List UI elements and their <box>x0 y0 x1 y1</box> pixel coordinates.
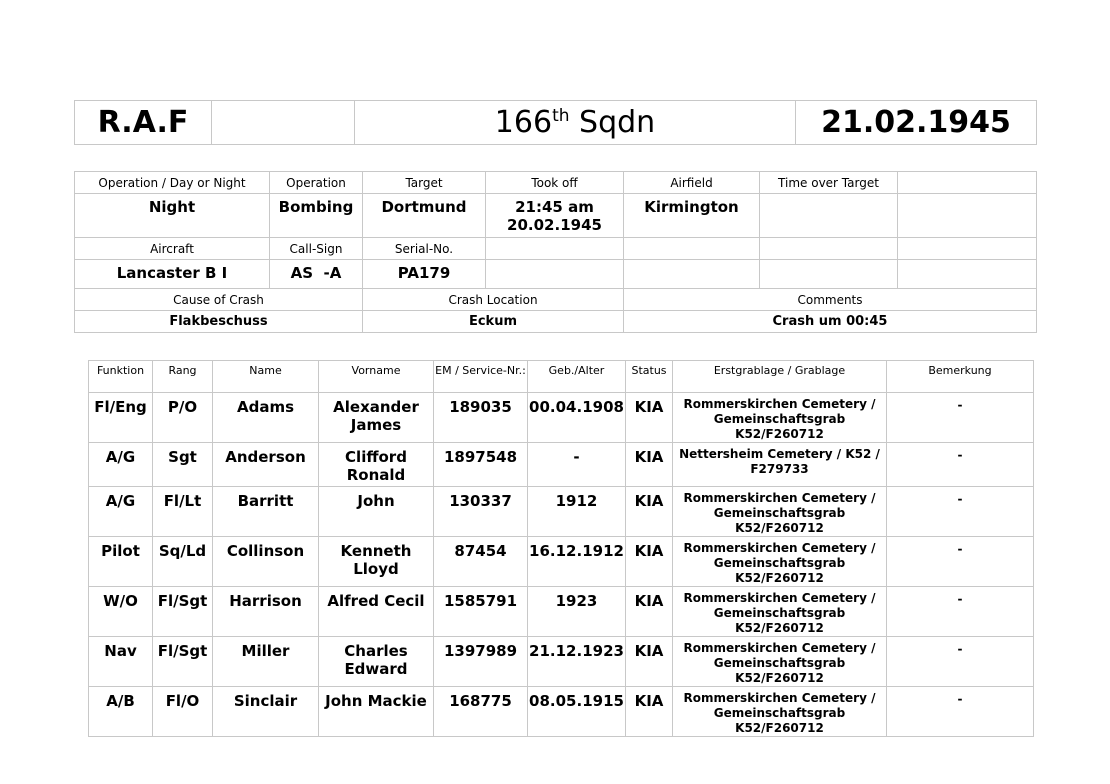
crew-bemerkung: - <box>887 587 1034 637</box>
crew-bemerkung: - <box>887 393 1034 443</box>
crew-rang: Sq/Ld <box>153 537 213 587</box>
crew-status: KIA <box>626 393 673 443</box>
squadron-ordinal: th <box>552 106 570 126</box>
empty-cell <box>898 238 1037 260</box>
crew-grablage: Rommerskirchen Cemetery / Gemeinschaftsgrab K52/F260712 <box>673 637 887 687</box>
value-took-off: 21:45 am 20.02.1945 <box>486 194 624 238</box>
crew-rang: Fl/Sgt <box>153 637 213 687</box>
table-row <box>89 393 1034 443</box>
crew-bemerkung: - <box>887 637 1034 687</box>
operation-info-table <box>74 171 1037 333</box>
empty-cell <box>624 260 760 289</box>
crew-service-nr: 1897548 <box>434 443 528 487</box>
crew-name: Anderson <box>213 443 319 487</box>
crew-grablage: Rommerskirchen Cemetery / Gemeinschaftsgrab K52/F260712 <box>673 537 887 587</box>
crew-service-nr: 1397989 <box>434 637 528 687</box>
crew-funktion: W/O <box>89 587 153 637</box>
table-row <box>89 687 1034 737</box>
crew-status: KIA <box>626 587 673 637</box>
crew-geb-alter: 1912 <box>528 487 626 537</box>
crew-bemerkung: - <box>887 687 1034 737</box>
label-took-off: Took off <box>486 172 624 194</box>
header-vorname: Vorname <box>319 361 434 393</box>
crew-service-nr: 168775 <box>434 687 528 737</box>
header-service-nr: EM / Service-Nr.: <box>434 361 528 393</box>
crew-grablage: Rommerskirchen Cemetery / Gemeinschaftsgrab K52/F260712 <box>673 587 887 637</box>
crew-funktion: A/G <box>89 487 153 537</box>
empty-cell <box>486 238 624 260</box>
crew-header-row <box>89 361 1034 393</box>
table-row <box>89 487 1034 537</box>
header-rang: Rang <box>153 361 213 393</box>
crew-geb-alter: 00.04.1908 <box>528 393 626 443</box>
crew-funktion: Pilot <box>89 537 153 587</box>
crew-geb-alter: - <box>528 443 626 487</box>
crew-vorname: Charles Edward <box>319 637 434 687</box>
crew-name: Adams <box>213 393 319 443</box>
empty-cell <box>624 238 760 260</box>
value-serial-no: PA179 <box>363 260 486 289</box>
crew-status: KIA <box>626 537 673 587</box>
label-airfield: Airfield <box>624 172 760 194</box>
crew-vorname: Alfred Cecil <box>319 587 434 637</box>
crew-name: Barritt <box>213 487 319 537</box>
crew-status: KIA <box>626 443 673 487</box>
value-day-night: Night <box>75 194 270 238</box>
crew-service-nr: 189035 <box>434 393 528 443</box>
crew-status: KIA <box>626 637 673 687</box>
label-crash-location: Crash Location <box>363 289 624 311</box>
label-aircraft: Aircraft <box>75 238 270 260</box>
header-blank-cell <box>212 101 355 145</box>
value-cause-of-crash: Flakbeschuss <box>75 311 363 333</box>
crew-funktion: Fl/Eng <box>89 393 153 443</box>
crew-name: Sinclair <box>213 687 319 737</box>
crew-funktion: A/B <box>89 687 153 737</box>
label-operation-day-night: Operation / Day or Night <box>75 172 270 194</box>
squadron-name <box>355 101 796 145</box>
label-comments: Comments <box>624 289 1037 311</box>
empty-cell <box>898 260 1037 289</box>
crew-vorname: Kenneth Lloyd <box>319 537 434 587</box>
crew-bemerkung: - <box>887 487 1034 537</box>
crew-service-nr: 130337 <box>434 487 528 537</box>
crew-rang: Fl/Lt <box>153 487 213 537</box>
value-crash-location: Eckum <box>363 311 624 333</box>
empty-cell <box>760 238 898 260</box>
crew-funktion: Nav <box>89 637 153 687</box>
crew-geb-alter: 21.12.1923 <box>528 637 626 687</box>
crew-grablage: Rommerskirchen Cemetery / Gemeinschaftsgrab K52/F260712 <box>673 393 887 443</box>
crew-vorname: John <box>319 487 434 537</box>
crew-rang: P/O <box>153 393 213 443</box>
value-empty <box>898 194 1037 238</box>
crew-rang: Fl/Sgt <box>153 587 213 637</box>
value-comments: Crash um 00:45 <box>624 311 1037 333</box>
header-status: Status <box>626 361 673 393</box>
crew-rang: Sgt <box>153 443 213 487</box>
crew-geb-alter: 16.12.1912 <box>528 537 626 587</box>
crew-name: Harrison <box>213 587 319 637</box>
crew-grablage: Rommerskirchen Cemetery / Gemeinschaftsgrab K52/F260712 <box>673 487 887 537</box>
header-grablage: Erstgrablage / Grablage <box>673 361 887 393</box>
header-funktion: Funktion <box>89 361 153 393</box>
crew-rang: Fl/O <box>153 687 213 737</box>
crew-service-nr: 87454 <box>434 537 528 587</box>
value-target: Dortmund <box>363 194 486 238</box>
force-name: R.A.F <box>75 101 212 145</box>
squadron-number: 166 <box>494 105 553 140</box>
crew-bemerkung: - <box>887 443 1034 487</box>
header-name: Name <box>213 361 319 393</box>
crew-table <box>88 360 1034 737</box>
crew-vorname: Alexander James <box>319 393 434 443</box>
value-airfield: Kirmington <box>624 194 760 238</box>
label-target: Target <box>363 172 486 194</box>
crew-vorname: Clifford Ronald <box>319 443 434 487</box>
crew-vorname: John Mackie <box>319 687 434 737</box>
value-operation: Bombing <box>270 194 363 238</box>
label-empty <box>898 172 1037 194</box>
empty-cell <box>760 260 898 289</box>
value-aircraft: Lancaster B I <box>75 260 270 289</box>
table-row <box>89 537 1034 587</box>
header-bemerkung: Bemerkung <box>887 361 1034 393</box>
label-serial-no: Serial-No. <box>363 238 486 260</box>
crew-grablage: Nettersheim Cemetery / K52 / F279733 <box>673 443 887 487</box>
label-call-sign: Call-Sign <box>270 238 363 260</box>
crew-status: KIA <box>626 487 673 537</box>
crew-geb-alter: 08.05.1915 <box>528 687 626 737</box>
header-table <box>74 100 1037 145</box>
crew-grablage: Rommerskirchen Cemetery / Gemeinschaftsgrab K52/F260712 <box>673 687 887 737</box>
crew-service-nr: 1585791 <box>434 587 528 637</box>
label-time-over-target: Time over Target <box>760 172 898 194</box>
value-time-over-target <box>760 194 898 238</box>
label-operation: Operation <box>270 172 363 194</box>
squadron-word: Sqdn <box>569 105 656 140</box>
crew-geb-alter: 1923 <box>528 587 626 637</box>
header-geb-alter: Geb./Alter <box>528 361 626 393</box>
crew-name: Miller <box>213 637 319 687</box>
table-row <box>89 637 1034 687</box>
value-call-sign: AS -A <box>270 260 363 289</box>
table-row <box>89 587 1034 637</box>
crew-bemerkung: - <box>887 537 1034 587</box>
label-cause-of-crash: Cause of Crash <box>75 289 363 311</box>
crew-name: Collinson <box>213 537 319 587</box>
crew-funktion: A/G <box>89 443 153 487</box>
crew-status: KIA <box>626 687 673 737</box>
crash-date: 21.02.1945 <box>796 101 1037 145</box>
empty-cell <box>486 260 624 289</box>
table-row <box>89 443 1034 487</box>
